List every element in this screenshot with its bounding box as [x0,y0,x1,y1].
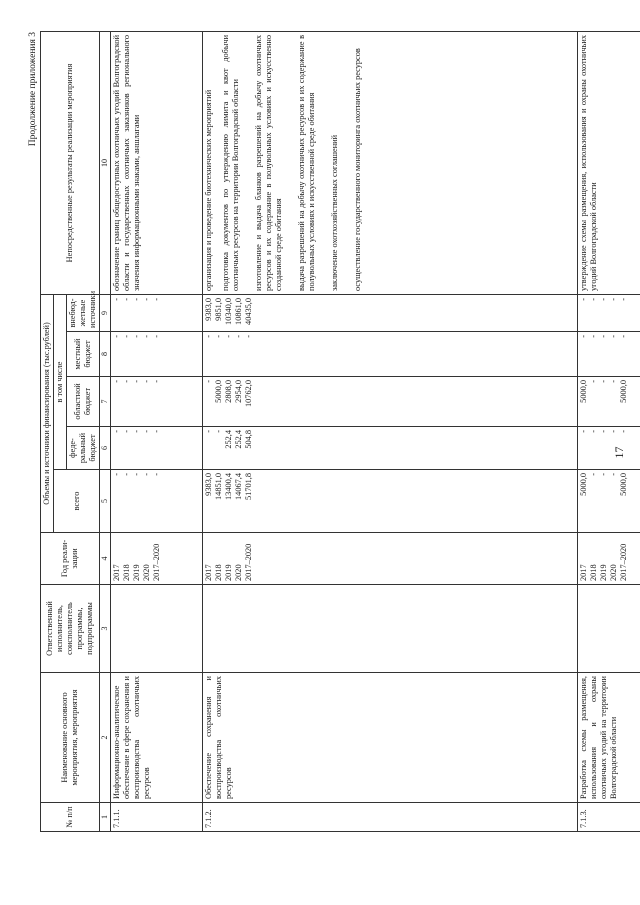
local-value: - [142,335,151,338]
regional-value: - [609,380,618,383]
local-value: - [244,335,253,338]
result-item: обозначение границ общедоступных охотничьих угодий Волгоградской области и государственных охотничьих заказников регионального значения информационными знаками, аншлагами [112,34,141,291]
header-year: Год реали-зации [41,533,100,585]
regional-value: - [152,380,161,383]
federal-value: - [619,430,628,433]
regional-value: - [142,380,151,383]
measure-name: Информационно-аналитическое обеспечение в сфере сохранения и воспроизводства охотничьих ресурсов [111,673,203,803]
result-item: подготовка документов по утверждению лимита и квот добычи охотничьих ресурсов на территории Волгоградской области [221,34,240,291]
continuation-title: Продолжение приложения 3 [28,32,38,147]
extrabudget-value: - [112,297,121,301]
regional-value: 5000,0 [619,380,628,403]
extrabudget-value: - [132,297,141,301]
year-cell [203,533,578,585]
extrabudget-value: - [619,297,628,301]
year-value: 2017–2020 [152,543,161,581]
extrabudget-value: 10861,0 [234,297,243,325]
total-value: - [112,473,121,476]
extrabudget-cell [203,294,578,331]
federal-value: - [214,430,223,433]
header-local: местный бюджет [67,332,100,377]
results-cell [203,31,578,294]
federal-value: - [579,430,588,433]
local-value: - [112,335,121,338]
header-executor: Ответственный исполнитель, соисполнитель программы, подпрограммы [41,585,100,673]
year-cell [578,533,640,585]
total-value: - [122,473,131,476]
year-value: 2017 [204,564,213,581]
table-row [111,31,203,831]
total-value: 14851,0 [214,473,223,500]
year-value: 2019 [599,564,608,581]
regional-cell [578,377,640,427]
federal-value: 252,4 [234,430,243,449]
local-value: - [204,335,213,338]
federal-value: - [122,430,131,433]
federal-value: 252,4 [224,430,233,449]
local-value: - [224,335,233,338]
total-value: 14067,4 [234,473,243,500]
col-number: 5 [100,470,111,533]
federal-value: - [204,430,213,433]
col-number: 1 [100,803,111,832]
year-value: 2017–2020 [619,543,628,581]
year-cell [111,533,203,585]
header-including: в том числе [54,294,67,469]
federal-value: - [589,430,598,433]
federal-cell [111,427,203,470]
federal-cell [203,427,578,470]
col-number: 9 [100,294,111,331]
regional-value: 5000,0 [579,380,588,403]
result-item: утверждение схемы размещения, использования и охраны охотничьих угодий Волгоградской области [579,34,598,291]
regional-value: - [589,380,598,383]
local-value: - [214,335,223,338]
total-value: 5000,0 [579,473,588,496]
results-cell [578,31,640,294]
local-cell [203,332,578,377]
regional-value: 5000,0 [214,380,223,403]
total-value: - [589,473,598,476]
total-value: - [132,473,141,476]
total-value: - [599,473,608,476]
extrabudget-value: 10340,0 [224,297,233,325]
result-item: организация и проведение биотехнических мероприятий [204,89,213,291]
col-number: 6 [100,427,111,470]
extrabudget-cell [111,294,203,331]
header-regional: областной бюджет [67,377,100,427]
column-number-row [100,31,111,831]
regional-value: - [112,380,121,383]
federal-value: - [112,430,121,433]
result-item: выдача разрешений на добычу охотничьих ресурсов и их содержание в полувольных условиях и искусственной среде обитания [297,34,316,291]
local-cell [578,332,640,377]
extrabudget-value: - [122,297,131,301]
federal-value: - [609,430,618,433]
regional-value: - [132,380,141,383]
col-number: 2 [100,673,111,803]
page-number: 17 [612,446,626,459]
regional-value: 2808,0 [224,380,233,403]
federal-value: - [152,430,161,433]
local-value: - [234,335,243,338]
year-value: 2017 [579,564,588,581]
header-results: Непосредственные результаты реализации мероприятия [41,31,100,294]
local-value: - [589,335,598,338]
total-value: - [152,473,161,476]
year-value: 2018 [589,564,598,581]
federal-value: - [599,430,608,433]
total-value: 5000,0 [619,473,628,496]
federal-value: - [132,430,141,433]
col-number: 3 [100,585,111,673]
regional-value: 10762,0 [244,380,253,407]
result-item: изготовление и выдача бланков разрешений на добычу охотничьих ресурсов и их содержание в полувольных условиях и искусственно созданной среде обитания [254,34,283,291]
header-federal: феде-ральный бюджет [67,427,100,470]
extrabudget-value: - [589,297,598,301]
extrabudget-value: - [142,297,151,301]
regional-value: - [204,380,213,383]
regional-value: - [122,380,131,383]
regional-value: 2954,0 [234,380,243,403]
local-value: - [579,335,588,338]
regional-value: - [599,380,608,383]
total-value: 13400,4 [224,473,233,500]
extrabudget-cell [578,294,640,331]
local-value: - [122,335,131,338]
extrabudget-value: - [579,297,588,301]
federal-cell [578,427,640,470]
year-value: 2017–2020 [244,543,253,581]
local-value: - [132,335,141,338]
col-number: 4 [100,533,111,585]
row-number: 7.1.1. [111,803,203,832]
executor-cell [111,585,203,673]
header-number: № п/п [41,803,100,832]
local-cell [111,332,203,377]
total-value: 51701,8 [244,473,253,500]
total-cell [203,470,578,533]
executor-cell [203,585,578,673]
year-value: 2019 [132,564,141,581]
extrabudget-value: 40435,0 [244,297,253,325]
year-value: 2018 [122,564,131,581]
extrabudget-value: - [152,297,161,301]
total-cell [111,470,203,533]
measure-name: Разработка схемы размещения, использования и охраны охотничьих угодий на территории Волгоградской области [578,673,640,803]
col-number: 10 [100,31,111,294]
regional-cell [203,377,578,427]
header-funding: Объемы и источники финансирования (тыс.рублей) [41,294,54,532]
result-item: заключение охотхозяйственных соглашений [330,134,339,291]
executor-cell [578,585,640,673]
year-value: 2019 [224,564,233,581]
federal-value: - [142,430,151,433]
local-value: - [609,335,618,338]
results-cell [111,31,203,294]
table-row [203,31,578,831]
local-value: - [619,335,628,338]
program-table [40,31,640,832]
total-value: - [609,473,618,476]
extrabudget-value: - [609,297,618,301]
col-number: 7 [100,377,111,427]
extrabudget-value: 9383,0 [204,297,213,321]
extrabudget-value: 9851,0 [214,297,223,321]
total-value: - [142,473,151,476]
year-value: 2020 [234,564,243,581]
total-cell [578,470,640,533]
header-total: всего [54,470,100,533]
table-row [578,31,640,831]
local-value: - [599,335,608,338]
col-number: 8 [100,332,111,377]
row-number: 7.1.3. [578,803,640,832]
federal-value: 504,8 [244,430,253,449]
header-extrabudget: внебюд-жетные источники [67,294,100,331]
regional-cell [111,377,203,427]
year-value: 2017 [112,564,121,581]
year-value: 2018 [214,564,223,581]
result-item: осуществление государственного мониторинга охотничьих ресурсов [353,48,362,291]
local-value: - [152,335,161,338]
header-measure-name: Наименование основного мероприятия, мероприятия [41,673,100,803]
year-value: 2020 [142,564,151,581]
row-number: 7.1.2. [203,803,578,832]
year-value: 2020 [609,564,618,581]
measure-name: Обеспечение сохранения и воспроизводства охотничьих ресурсов [203,673,578,803]
total-value: 9383,0 [204,473,213,496]
extrabudget-value: - [599,297,608,301]
